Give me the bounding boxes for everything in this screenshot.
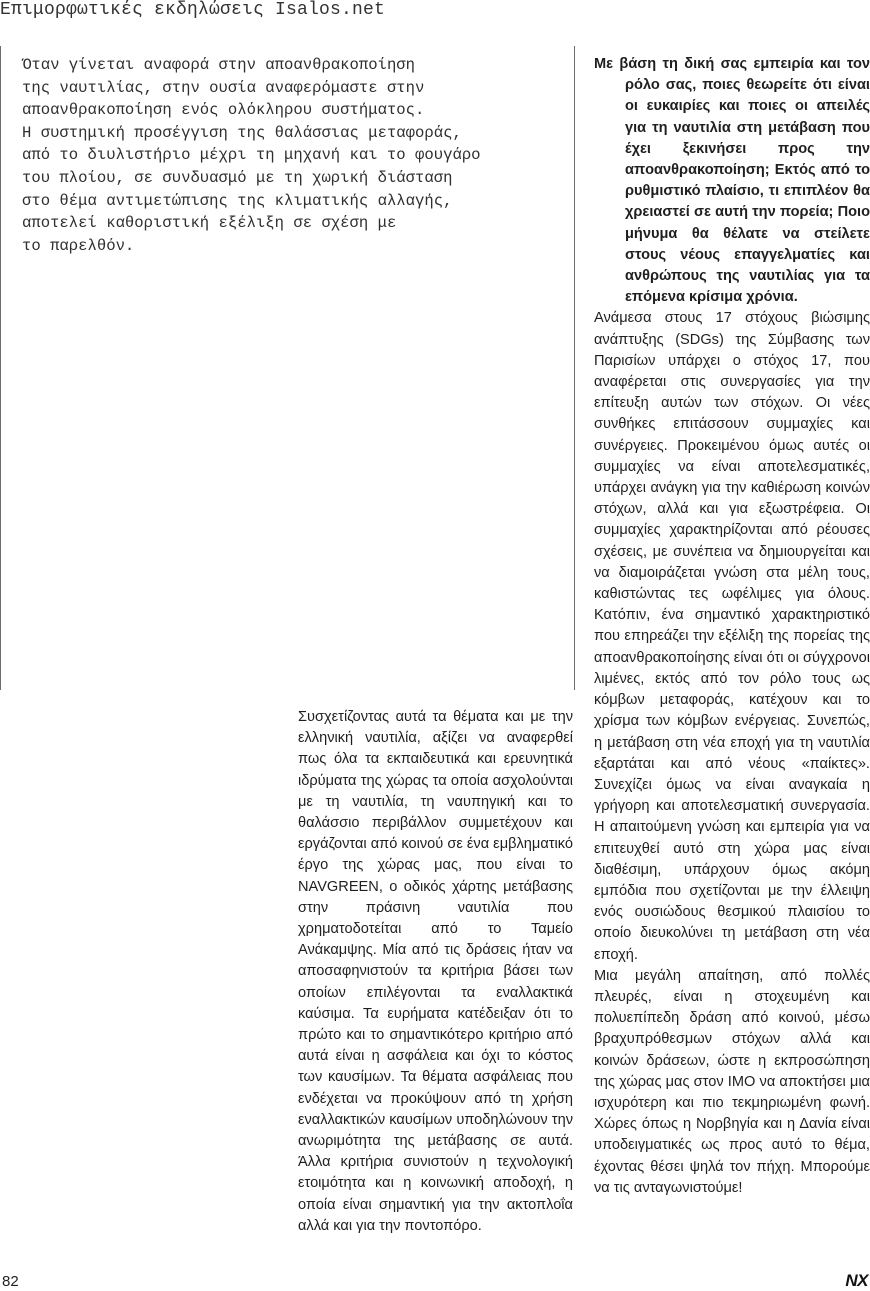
- running-header: Επιμορφωτικές εκδηλώσεις Isalos.net: [0, 0, 386, 20]
- column-divider: [574, 46, 575, 690]
- middle-paragraph: Συσχετίζοντας αυτά τα θέματα και με την ελληνική ναυτιλία, αξίζει να αναφερθεί πως όλα τα εκπαιδευτικά και ερευνητικά ιδρύματα της χώρας τα οποία ασχολούνται με τη ναυτιλία, τη ναυπηγική και το θαλάσσιο περιβάλλον συμμετέχουν και εργάζονται από κοινού σε ένα εμβληματικό έργο της χώρας μας, που είναι το NAVGREEN, ο οδικός χάρτης μετάβασης στην πράσινη ναυτιλία που χρηματοδοτείται από το Ταμείο Ανάκαμψης. Μία από τις δράσεις ήταν να αποσαφηνιστούν τα κριτήρια βάσει των οποίων επιλέγονται τα εναλλακτικά καύσιμα. Τα ευρήματα κατέδειξαν ότι το πρώτο και το σημαντικότερο κριτήριο από αυτά είναι η ασφάλεια και όχι το κόστος των καυσίμων. Τα θέματα ασφάλειας που ενδέχεται να προκύψουν από τη χρήση εναλλακτικών καυσίμων υποδηλώνουν την ανωριμότητα της μετάβασης σε αυτά. Άλλα κριτήρια συνιστούν η τεχνολογική ετοιμότητα και η κοινωνική αποδοχή, η οποία είναι σημαντική για την ακτοπλοΐα αλλά και για την ποντοπόρο.: [298, 709, 573, 1234]
- pull-quote-line: από το διυλιστήριο μέχρι τη μηχανή και το φουγάρο: [22, 146, 481, 165]
- answer-paragraph-1: Ανάμεσα στους 17 στόχους βιώσιμης ανάπτυξης (SDGs) της Σύμβασης των Παρισίων υπάρχει ο στόχος 17, που αναφέρεται στις συνεργασίες για την επίτευξη αυτών των στόχων. Οι νέες συνθήκες επιτάσσουν συμμαχίες και συνέργειες. Προκειμένου όμως αυτές οι συμμαχίες να είναι αποτελεσματικές, υπάρχει ανάγκη για την καθιέρωση κοινών στόχων, αλλά και για εξωστρέφεια. Οι συμμαχίες χαρακτηρίζονται από ρέουσες σχέσεις, με συνέπεια να δημιουργείται και να διαμοιράζεται γνώση στα μέλη τους, καθιστώντας τες ωφέλιμες για όλους. Κατόπιν, ένα σημαντικό χαρακτηριστικό που επηρεάζει την εξέλιξη της πορείας της απoανθρακοποίησης είναι ότι οι σύγχρονοι λιμένες, εκτός από τον ρόλο τους ως κόμβων μεταφοράς, κατέχουν και το χρίσμα των κόμβων ενέργειας. Συνεπώς, η μετάβαση στη νέα εποχή για τη ναυτιλία εξαρτάται και από νέους «παίκτες». Συνεχίζει όμως να είναι αναγκαία η γρήγορη και αποτελεσματική συνεργασία. Η απαιτούμενη γνώση και εμπειρία για να επιτευχθεί αυτό στη χώρα μας είναι διαθέσιμη, υπάρχουν όμως ακόμη εμπόδια που σχετίζονται με την έλλειψη ενός ουσιώδους θεσμικού πλαισίου το οποίο διευκολύνει τη μετάβαση στη νέα εποχή.: [594, 310, 870, 963]
- pull-quote-line: της ναυτιλίας, στην ουσία αναφερόμαστε στην: [22, 78, 425, 97]
- pull-quote-line: στο θέμα αντιμετώπισης της κλιματικής αλλαγής,: [22, 191, 453, 210]
- pull-quote-line: Η συστημική προσέγγιση της θαλάσσιας μεταφοράς,: [22, 123, 462, 142]
- pull-quote: [22, 54, 562, 257]
- page-number: 82: [2, 1273, 19, 1290]
- pull-quote-line: απoανθρακοποίηση ενός ολόκληρου συστήματος.: [22, 101, 425, 120]
- middle-text-column: [298, 707, 573, 1237]
- pull-quote-line: Όταν γίνεται αναφορά στην απoανθρακοποίηση: [22, 56, 416, 74]
- pull-quote-line: του πλοίου, σε συνδυασμό με τη χωρική διάσταση: [22, 168, 453, 187]
- right-text-column: [594, 54, 870, 1199]
- answer-paragraph-2: Μια μεγάλη απαίτηση, από πολλές πλευρές, είναι η στοχευμένη και πολυεπίπεδη δράση από κοινού, μέσω βραχυπρόθεσμων στόχων αλλά και κοινών δράσεων, ώστε η εκπροσώπηση της χώρας μας στον IMO να αποκτήσει μια ισχυρότερη και πιο τεκμηριωμένη φωνή. Χώρες όπως η Νορβηγία και η Δανία είναι υποδειγματικές ως προς αυτό το θέμα, έχοντας θέσει ψηλά τον πήχη. Μπορούμε να τις ανταγωνιστούμε!: [594, 967, 870, 1196]
- quote-left-rule: [0, 46, 1, 690]
- magazine-logo: NX: [845, 1271, 868, 1290]
- interview-question: Με βάση τη δική σας εμπειρία και τον ρόλο σας, ποιες θεωρείτε ότι είναι οι ευκαιρίες και ποιες οι απειλές για τη ναυτιλία στη μετάβαση που έχει ξεκινήσει προς την απoανθρακοποίηση; Εκτός από το ρυθμιστικό πλαίσιο, τι επιπλέον θα χρειαστεί σε αυτή την πορεία; Ποιο μήνυμα θα θέλατε να στείλετε στους νέους επαγγελματίες και ανθρώπους της ναυτιλίας για τα επόμενα κρίσιμα χρόνια.: [594, 56, 870, 306]
- pull-quote-line: το παρελθόν.: [22, 236, 135, 255]
- pull-quote-line: αποτελεί καθοριστική εξέλιξη σε σχέση με: [22, 214, 397, 233]
